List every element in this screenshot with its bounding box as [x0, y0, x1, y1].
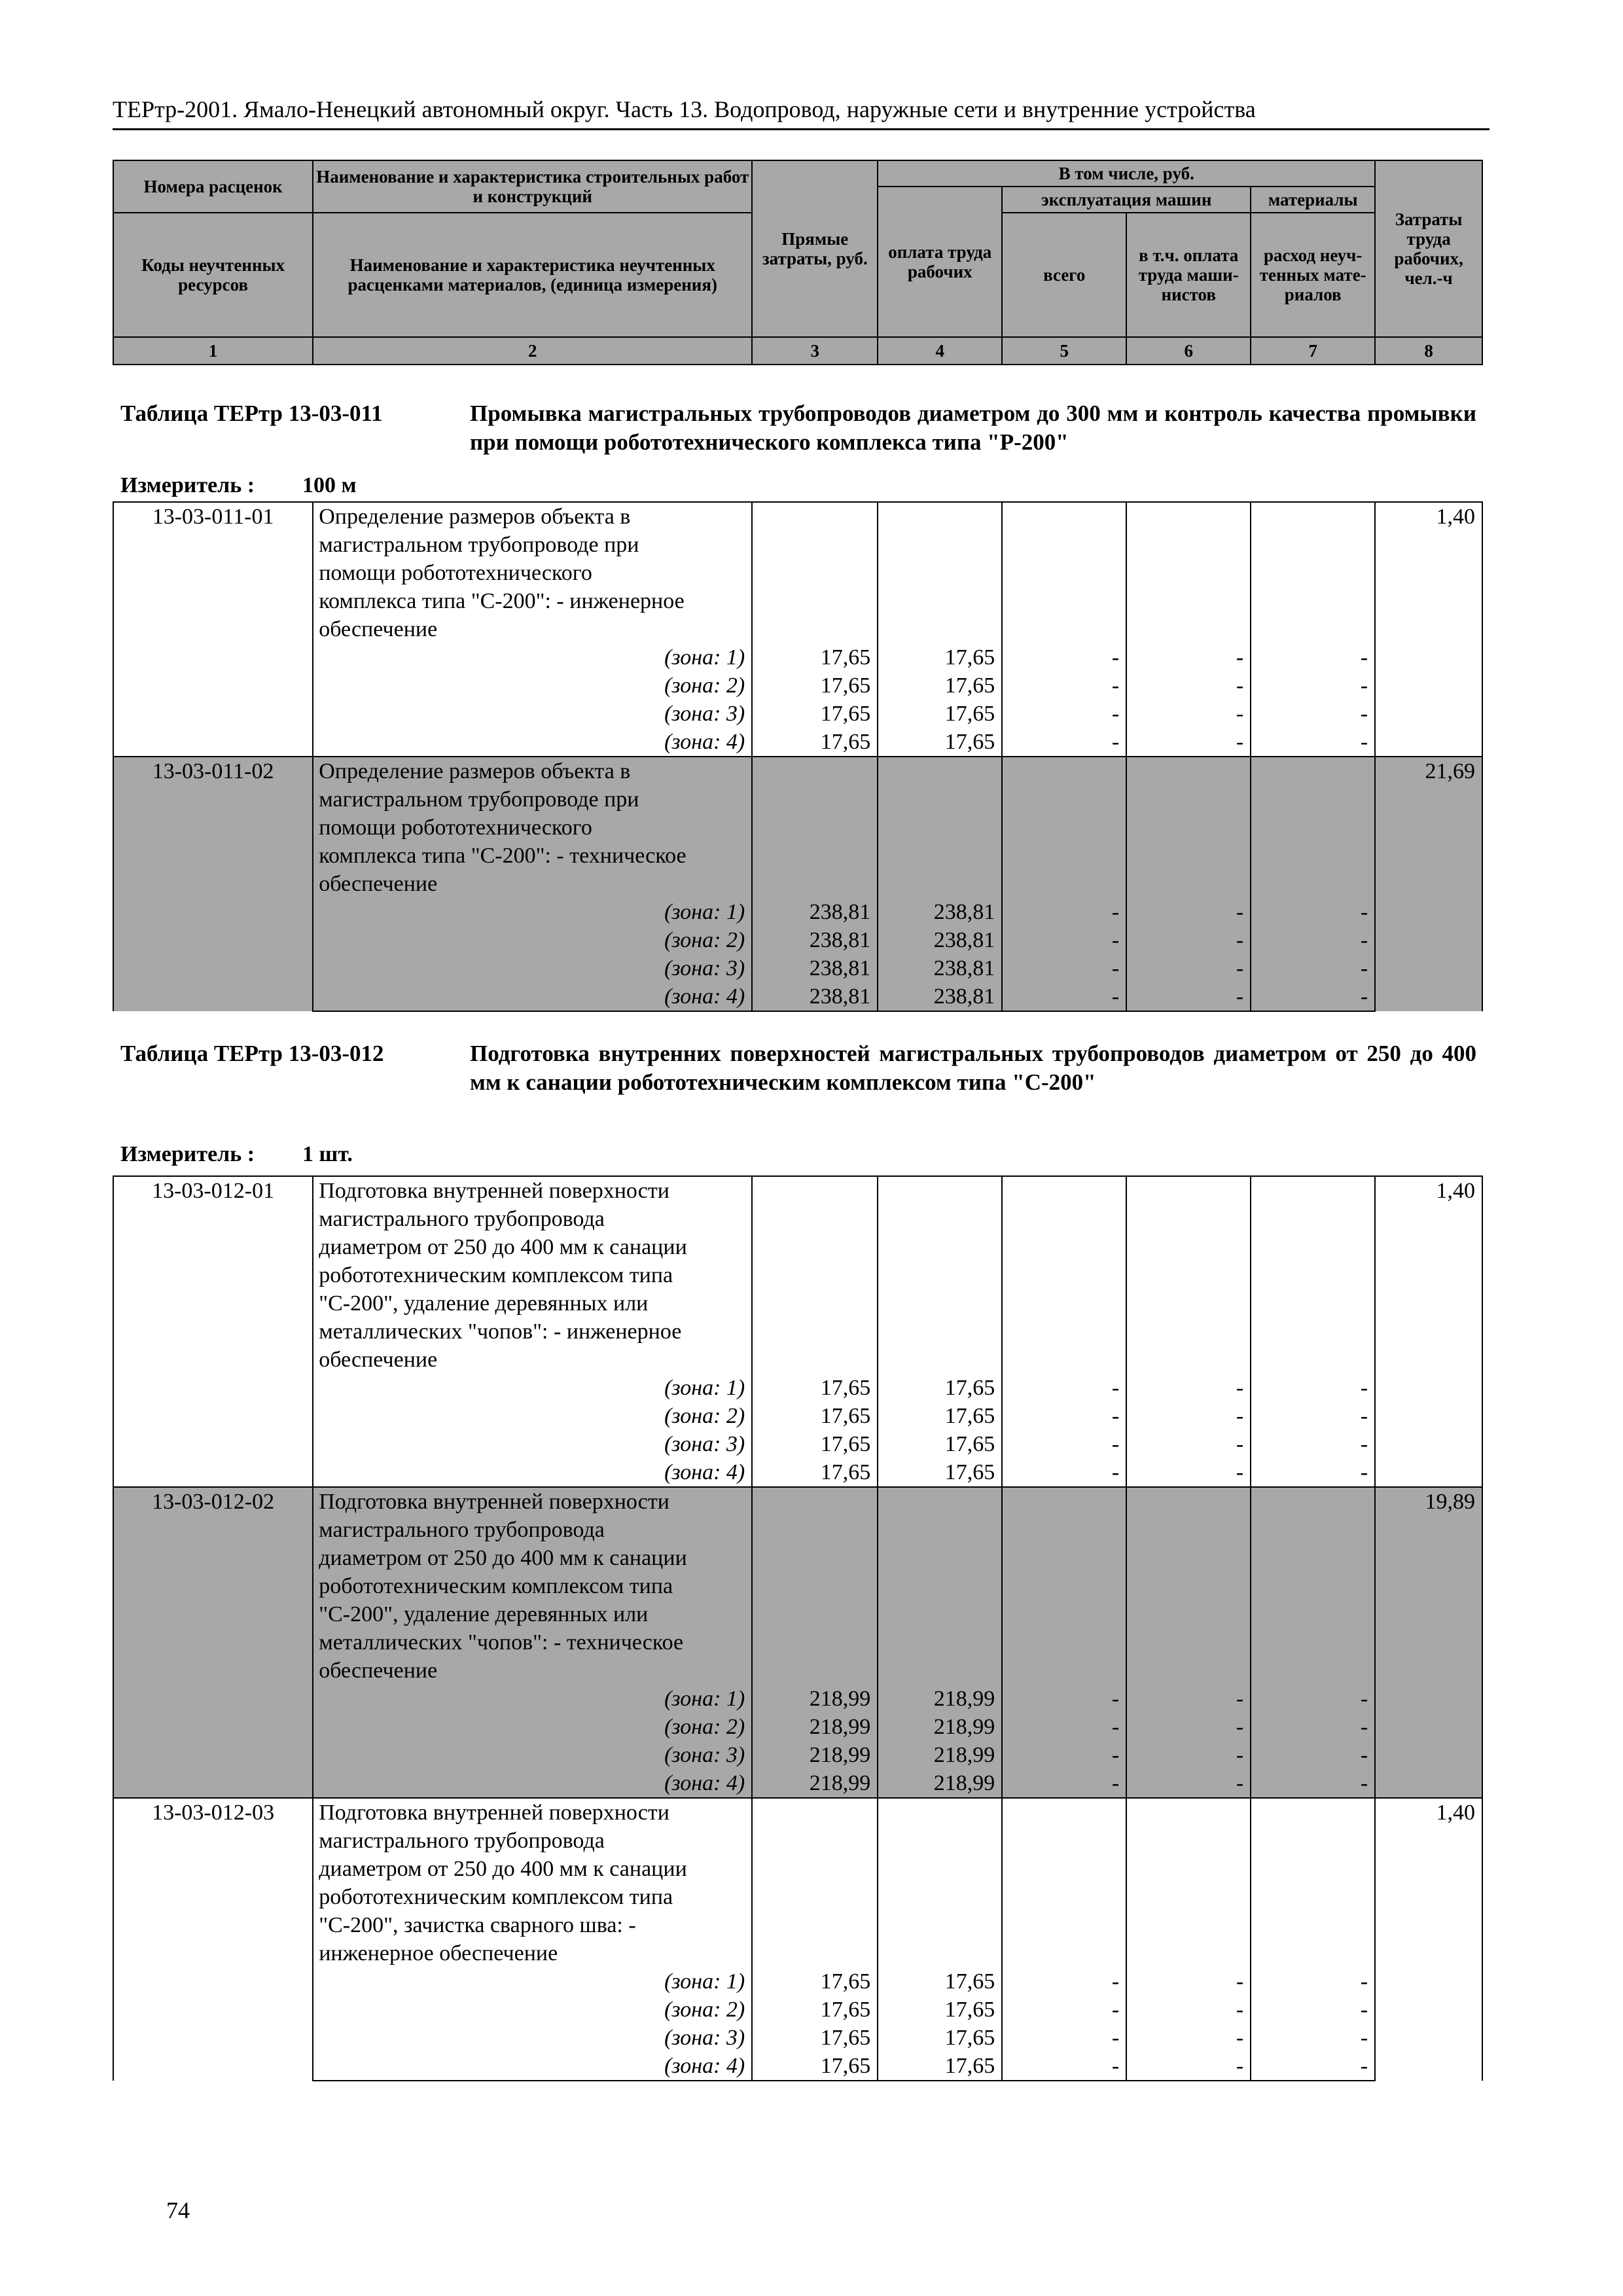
- empty-cell: [878, 757, 1002, 898]
- rate-description-line: помощи робототехнического: [319, 561, 592, 585]
- direct-costs: 17,65: [752, 643, 878, 672]
- labor-pay: 17,65: [878, 1402, 1002, 1430]
- empty-cell: [1251, 1798, 1375, 1967]
- machinist-pay: -: [1126, 1685, 1251, 1713]
- header-col1-bottom: Коды неучтенных ресурсов: [113, 213, 313, 337]
- column-header-table: [113, 160, 1483, 365]
- header-labor-cost: Затраты труда рабочих, чел.-ч: [1375, 160, 1482, 337]
- section-table-number: Таблица ТЕРтр 13-03-012: [120, 1041, 384, 1066]
- direct-costs: 17,65: [752, 1458, 878, 1487]
- labor-cost: 21,69: [1375, 757, 1482, 1011]
- zone-label: (зона: 1): [313, 643, 752, 672]
- direct-costs: 17,65: [752, 1374, 878, 1402]
- zone-row: [113, 700, 1482, 728]
- zone-row: [113, 1685, 1482, 1713]
- rate-description-line: диаметром от 250 до 400 мм к санации: [319, 1857, 687, 1881]
- zone-label: (зона: 1): [313, 1374, 752, 1402]
- materials-use: -: [1251, 643, 1375, 672]
- header-col2-bottom: Наименование и характеристика неучтенных расценками материалов, (единица измерения): [313, 213, 752, 337]
- zone-row: [113, 926, 1482, 954]
- rate-description: [313, 1798, 752, 1967]
- machines-total: -: [1002, 1996, 1126, 2024]
- labor-pay: 17,65: [878, 2024, 1002, 2052]
- machines-total: -: [1002, 1967, 1126, 1996]
- rate-description-line: металлических "чопов": - техническое: [319, 1630, 684, 1655]
- zone-row: [113, 1458, 1482, 1487]
- zone-row: [113, 898, 1482, 926]
- zone-label: (зона: 1): [313, 1685, 752, 1713]
- empty-cell: [1251, 1487, 1375, 1685]
- rate-code: 13-03-011-02: [113, 757, 313, 1011]
- unit-label: Измеритель :: [120, 1142, 255, 1166]
- empty-cell: [878, 1176, 1002, 1374]
- empty-cell: [1126, 757, 1251, 898]
- direct-costs: 218,99: [752, 1769, 878, 1798]
- machinist-pay: -: [1126, 2024, 1251, 2052]
- zone-row: [113, 1996, 1482, 2024]
- direct-costs: 17,65: [752, 728, 878, 757]
- zone-row: [113, 672, 1482, 700]
- unit-label: Измеритель :: [120, 473, 255, 497]
- header-labor-pay: оплата труда рабочих: [878, 187, 1002, 337]
- header-number: 6: [1126, 337, 1251, 365]
- machinist-pay: -: [1126, 898, 1251, 926]
- empty-cell: [1251, 502, 1375, 643]
- machines-total: -: [1002, 1402, 1126, 1430]
- machines-total: -: [1002, 643, 1126, 672]
- direct-costs: 238,81: [752, 926, 878, 954]
- materials-use: -: [1251, 926, 1375, 954]
- machinist-pay: -: [1126, 1430, 1251, 1458]
- empty-cell: [752, 1487, 878, 1685]
- direct-costs: 238,81: [752, 898, 878, 926]
- empty-cell: [1251, 757, 1375, 898]
- zone-label: (зона: 3): [313, 700, 752, 728]
- machines-total: -: [1002, 728, 1126, 757]
- machines-total: -: [1002, 1458, 1126, 1487]
- materials-use: -: [1251, 2052, 1375, 2081]
- materials-use: -: [1251, 982, 1375, 1011]
- materials-use: -: [1251, 728, 1375, 757]
- machinist-pay: -: [1126, 982, 1251, 1011]
- empty-cell: [1002, 1798, 1126, 1967]
- rate-description-line: робототехническим комплексом типа: [319, 1574, 673, 1598]
- direct-costs: 17,65: [752, 1996, 878, 2024]
- machines-total: -: [1002, 1769, 1126, 1798]
- rate-description-line: магистрального трубопровода: [319, 1518, 605, 1542]
- rates-table: [113, 1175, 1483, 2081]
- empty-cell: [878, 1798, 1002, 1967]
- machines-total: -: [1002, 1685, 1126, 1713]
- rate-description-line: робототехническим комплексом типа: [319, 1263, 673, 1287]
- rate-row: [113, 1798, 1482, 1967]
- zone-label: (зона: 2): [313, 1402, 752, 1430]
- empty-cell: [752, 757, 878, 898]
- machines-total: -: [1002, 926, 1126, 954]
- labor-cost: 1,40: [1375, 502, 1482, 757]
- header-number: 8: [1375, 337, 1482, 365]
- header-number: 3: [752, 337, 878, 365]
- labor-pay: 238,81: [878, 926, 1002, 954]
- labor-cost: 1,40: [1375, 1176, 1482, 1487]
- labor-pay: 238,81: [878, 898, 1002, 926]
- rate-code: 13-03-012-01: [113, 1176, 313, 1487]
- header-machines: эксплуатация машин: [1002, 187, 1251, 213]
- empty-cell: [1126, 502, 1251, 643]
- empty-cell: [1126, 1487, 1251, 1685]
- labor-pay: 17,65: [878, 1996, 1002, 2024]
- rate-description-line: обеспечение: [319, 1659, 438, 1683]
- empty-cell: [1002, 502, 1126, 643]
- rate-description-line: "С-200", зачистка сварного шва: -: [319, 1913, 636, 1937]
- labor-cost: 1,40: [1375, 1798, 1482, 2081]
- zone-label: (зона: 4): [313, 982, 752, 1011]
- materials-use: -: [1251, 954, 1375, 982]
- header-col1-top: Номера расценок: [113, 160, 313, 213]
- rate-description-line: Подготовка внутренней поверхности: [319, 1179, 669, 1203]
- rate-description-line: инженерное обеспечение: [319, 1941, 558, 1965]
- zone-row: [113, 1402, 1482, 1430]
- labor-cost: 19,89: [1375, 1487, 1482, 1798]
- empty-cell: [1002, 757, 1126, 898]
- unit-value: 100 м: [302, 473, 357, 497]
- machinist-pay: -: [1126, 926, 1251, 954]
- materials-use: -: [1251, 1458, 1375, 1487]
- rate-description-line: диаметром от 250 до 400 мм к санации: [319, 1235, 687, 1259]
- rate-row: [113, 757, 1482, 898]
- machinist-pay: -: [1126, 2052, 1251, 2081]
- machinist-pay: -: [1126, 1402, 1251, 1430]
- rate-description-line: магистральном трубопроводе при: [319, 533, 639, 557]
- page-number: 74: [166, 2197, 190, 2223]
- labor-pay: 218,99: [878, 1713, 1002, 1741]
- empty-cell: [752, 1176, 878, 1374]
- direct-costs: 17,65: [752, 1402, 878, 1430]
- labor-pay: 17,65: [878, 1967, 1002, 1996]
- section-table-name: Промывка магистральных трубопроводов диаметром до 300 мм и контроль качества промывки при помощи робототехнического комплекса типа "Р-200": [470, 401, 1476, 455]
- machinist-pay: -: [1126, 954, 1251, 982]
- rate-code: 13-03-012-03: [113, 1798, 313, 2081]
- labor-pay: 218,99: [878, 1769, 1002, 1798]
- machines-total: -: [1002, 2052, 1126, 2081]
- materials-use: -: [1251, 1430, 1375, 1458]
- machinist-pay: -: [1126, 700, 1251, 728]
- header-materials: материалы: [1251, 187, 1375, 213]
- zone-label: (зона: 3): [313, 1741, 752, 1769]
- zone-label: (зона: 3): [313, 1430, 752, 1458]
- zone-row: [113, 728, 1482, 757]
- rate-description-line: "С-200", удаление деревянных или: [319, 1291, 649, 1316]
- direct-costs: 218,99: [752, 1741, 878, 1769]
- direct-costs: 17,65: [752, 2052, 878, 2081]
- zone-label: (зона: 4): [313, 728, 752, 757]
- direct-costs: 218,99: [752, 1713, 878, 1741]
- direct-costs: 17,65: [752, 1967, 878, 1996]
- section-unit: [120, 1141, 353, 1168]
- empty-cell: [752, 1798, 878, 1967]
- labor-pay: 17,65: [878, 728, 1002, 757]
- rate-description-line: Подготовка внутренней поверхности: [319, 1490, 669, 1514]
- zone-label: (зона: 2): [313, 1996, 752, 2024]
- materials-use: -: [1251, 1713, 1375, 1741]
- rate-description-line: комплекса типа "С-200": - техническое: [319, 844, 687, 868]
- labor-pay: 238,81: [878, 982, 1002, 1011]
- rate-row: [113, 1176, 1482, 1374]
- machinist-pay: -: [1126, 1967, 1251, 1996]
- zone-label: (зона: 4): [313, 2052, 752, 2081]
- materials-use: -: [1251, 672, 1375, 700]
- materials-use: -: [1251, 700, 1375, 728]
- empty-cell: [752, 502, 878, 643]
- machines-total: -: [1002, 1374, 1126, 1402]
- zone-row: [113, 643, 1482, 672]
- direct-costs: 17,65: [752, 1430, 878, 1458]
- rate-row: [113, 502, 1482, 643]
- zone-label: (зона: 3): [313, 954, 752, 982]
- direct-costs: 238,81: [752, 954, 878, 982]
- direct-costs: 17,65: [752, 700, 878, 728]
- rate-description-line: металлических "чопов": - инженерное: [319, 1319, 682, 1344]
- header-number: 2: [313, 337, 752, 365]
- materials-use: -: [1251, 1967, 1375, 1996]
- zone-label: (зона: 2): [313, 1713, 752, 1741]
- running-head-rule: [113, 128, 1489, 130]
- section-table-number: Таблица ТЕРтр 13-03-011: [120, 401, 383, 426]
- rate-description: [313, 1487, 752, 1685]
- empty-cell: [1126, 1176, 1251, 1374]
- machinist-pay: -: [1126, 1458, 1251, 1487]
- rate-description-line: магистральном трубопроводе при: [319, 787, 639, 812]
- machinist-pay: -: [1126, 1713, 1251, 1741]
- header-number: 4: [878, 337, 1002, 365]
- zone-label: (зона: 3): [313, 2024, 752, 2052]
- section-unit: [120, 473, 357, 499]
- materials-use: -: [1251, 1685, 1375, 1713]
- materials-use: -: [1251, 2024, 1375, 2052]
- labor-pay: 238,81: [878, 954, 1002, 982]
- machinist-pay: -: [1126, 728, 1251, 757]
- header-machines-total: всего: [1002, 213, 1126, 337]
- zone-row: [113, 1741, 1482, 1769]
- labor-pay: 17,65: [878, 2052, 1002, 2081]
- direct-costs: 238,81: [752, 982, 878, 1011]
- header-number: 5: [1002, 337, 1126, 365]
- labor-pay: 17,65: [878, 700, 1002, 728]
- materials-use: -: [1251, 1741, 1375, 1769]
- materials-use: -: [1251, 1402, 1375, 1430]
- rate-description-line: магистрального трубопровода: [319, 1829, 605, 1853]
- zone-row: [113, 1374, 1482, 1402]
- machinist-pay: -: [1126, 1741, 1251, 1769]
- rate-description-line: магистрального трубопровода: [319, 1207, 605, 1231]
- rate-code: 13-03-011-01: [113, 502, 313, 757]
- empty-cell: [878, 502, 1002, 643]
- rate-row: [113, 1487, 1482, 1685]
- rate-description-line: обеспечение: [319, 617, 438, 641]
- machines-total: -: [1002, 898, 1126, 926]
- materials-use: -: [1251, 1769, 1375, 1798]
- machinist-pay: -: [1126, 1374, 1251, 1402]
- header-number: 7: [1251, 337, 1375, 365]
- empty-cell: [1002, 1176, 1126, 1374]
- labor-pay: 17,65: [878, 1458, 1002, 1487]
- header-materials-use: расход неуч-тенных мате-риалов: [1251, 213, 1375, 337]
- zone-row: [113, 1967, 1482, 1996]
- zone-row: [113, 1430, 1482, 1458]
- section-table-name: Подготовка внутренних поверхностей магистральных трубопроводов диаметром от 250 до 400 мм к санации робототехническим комплексом типа "С-200": [470, 1041, 1476, 1095]
- zone-label: (зона: 1): [313, 1967, 752, 1996]
- empty-cell: [1251, 1176, 1375, 1374]
- machinist-pay: -: [1126, 672, 1251, 700]
- machinist-pay: -: [1126, 643, 1251, 672]
- labor-pay: 17,65: [878, 1430, 1002, 1458]
- empty-cell: [1126, 1798, 1251, 1967]
- rate-description-line: диаметром от 250 до 400 мм к санации: [319, 1546, 687, 1570]
- rate-description-line: комплекса типа "С-200": - инженерное: [319, 589, 685, 613]
- zone-row: [113, 954, 1482, 982]
- zone-label: (зона: 1): [313, 898, 752, 926]
- unit-value: 1 шт.: [302, 1142, 353, 1166]
- zone-label: (зона: 2): [313, 672, 752, 700]
- rate-description-line: "С-200", удаление деревянных или: [319, 1602, 649, 1626]
- running-head: ТЕРтр-2001. Ямало-Ненецкий автономный округ. Часть 13. Водопровод, наружные сети и внутренние устройства: [113, 96, 1256, 122]
- machines-total: -: [1002, 672, 1126, 700]
- labor-pay: 17,65: [878, 672, 1002, 700]
- rate-description-line: Определение размеров объекта в: [319, 505, 631, 529]
- rate-code: 13-03-012-02: [113, 1487, 313, 1798]
- machinist-pay: -: [1126, 1769, 1251, 1798]
- rate-description-line: помощи робототехнического: [319, 816, 592, 840]
- materials-use: -: [1251, 898, 1375, 926]
- rate-description-line: обеспечение: [319, 872, 438, 896]
- machines-total: -: [1002, 954, 1126, 982]
- direct-costs: 17,65: [752, 672, 878, 700]
- zone-label: (зона: 4): [313, 1458, 752, 1487]
- header-including: В том числе, руб.: [878, 160, 1375, 187]
- labor-pay: 218,99: [878, 1685, 1002, 1713]
- machinist-pay: -: [1126, 1996, 1251, 2024]
- machines-total: -: [1002, 1430, 1126, 1458]
- rate-description-line: Определение размеров объекта в: [319, 759, 631, 783]
- rate-description: [313, 502, 752, 643]
- rate-description: [313, 757, 752, 898]
- zone-label: (зона: 2): [313, 926, 752, 954]
- empty-cell: [878, 1487, 1002, 1685]
- rate-description: [313, 1176, 752, 1374]
- rate-description-line: робототехническим комплексом типа: [319, 1885, 673, 1909]
- labor-pay: 17,65: [878, 1374, 1002, 1402]
- rate-description-line: Подготовка внутренней поверхности: [319, 1801, 669, 1825]
- labor-pay: 218,99: [878, 1741, 1002, 1769]
- materials-use: -: [1251, 1996, 1375, 2024]
- header-number: 1: [113, 337, 313, 365]
- zone-row: [113, 982, 1482, 1011]
- direct-costs: 17,65: [752, 2024, 878, 2052]
- machines-total: -: [1002, 1713, 1126, 1741]
- machines-total: -: [1002, 1741, 1126, 1769]
- machines-total: -: [1002, 982, 1126, 1011]
- materials-use: -: [1251, 1374, 1375, 1402]
- zone-row: [113, 2052, 1482, 2081]
- machines-total: -: [1002, 2024, 1126, 2052]
- header-direct-costs: Прямые затраты, руб.: [752, 160, 878, 337]
- rates-table: [113, 501, 1483, 1012]
- machines-total: -: [1002, 700, 1126, 728]
- labor-pay: 17,65: [878, 643, 1002, 672]
- header-col2-top: Наименование и характеристика строительных работ и конструкций: [313, 160, 752, 213]
- empty-cell: [1002, 1487, 1126, 1685]
- header-machinist-pay: в т.ч. оплата труда маши-нистов: [1126, 213, 1251, 337]
- zone-row: [113, 1769, 1482, 1798]
- zone-row: [113, 1713, 1482, 1741]
- rate-description-line: обеспечение: [319, 1348, 438, 1372]
- direct-costs: 218,99: [752, 1685, 878, 1713]
- zone-row: [113, 2024, 1482, 2052]
- zone-label: (зона: 4): [313, 1769, 752, 1798]
